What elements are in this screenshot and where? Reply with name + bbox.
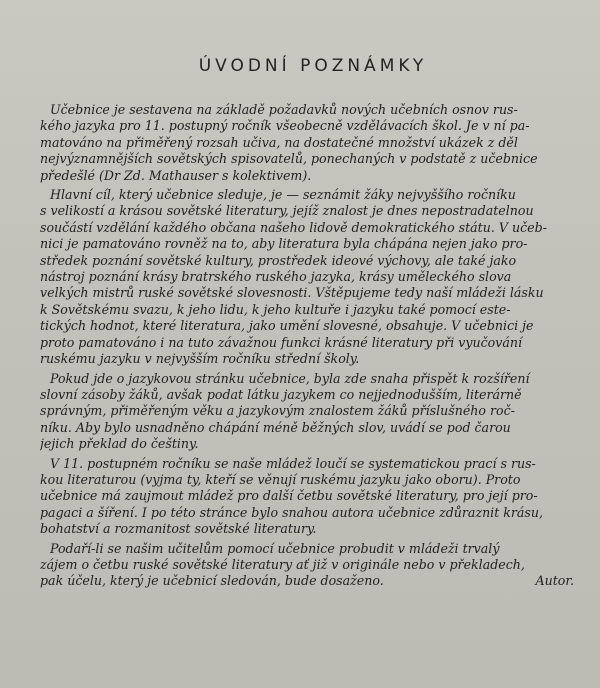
- text-line: proto pamatováno i na tuto závažnou funkci krásné literatury při vyučování: [40, 334, 523, 350]
- page-title: ÚVODNÍ POZNÁMKY: [198, 56, 428, 76]
- text-line: slovní zásoby žáků, avšak podat látku jazykem co nejjednodušším, literárně: [40, 386, 522, 402]
- text-line: tických hodnot, které literatura, jako umění slovesné, obsahuje. V učebnici je: [40, 318, 534, 334]
- text-line: ruskému jazyku v nejvyšším ročníku střední školy.: [40, 351, 360, 367]
- text-line: kou literaturou (vyjma ty, kteří se věnují ruskému jazyku jako oboru). Proto: [40, 471, 521, 487]
- text-line: bohatství a rozmanitost sovětské literatury.: [40, 521, 317, 537]
- text-line: nici je pamatováno rovněž na to, aby literatura byla chápána nejen jako pro-: [40, 236, 528, 252]
- text-line: kého jazyka pro 11. postupný ročník všeobecně vzdělávacích škol. Je v ní pa-: [40, 118, 530, 134]
- text-line: pagaci a šíření. I po této stránce bylo snahou autora učebnice zdůraznit krásu,: [40, 504, 544, 520]
- text-line: k Sovětskému svazu, k jeho lidu, k jeho kultuře i jazyku také pomocí este-: [40, 301, 511, 317]
- text-line: správným, přiměřeným věku a jazykovým znalostem žáků příslušného roč-: [40, 403, 515, 419]
- text-line: nástroj poznání krásy bratrského ruského jazyka, krásy uměleckého slova: [40, 269, 512, 285]
- text-line: Pokud jde o jazykovou stránku učebnice, byla zde snaha přispět k rozšíření: [50, 370, 530, 386]
- text-line: středek poznání sovětské kultury, prostředek ideové výchovy, ale také jako: [40, 252, 517, 268]
- text-line: Hlavní cíl, který učebnice sleduje, je — seznámit žáky nejvyššího ročníku: [50, 187, 516, 203]
- paragraph-2: [40, 187, 578, 367]
- text-line: Podaří-li se našim učitelům pomocí učebnice probudit v mládeži trvalý: [50, 540, 500, 556]
- author-signature: Autor.: [535, 573, 574, 589]
- text-line: velkých mistrů ruské sovětské slovesnosti. Vštěpujeme tedy naší mládeži lásku: [40, 285, 544, 301]
- paragraph-4: [40, 456, 578, 538]
- body-text: [40, 102, 578, 590]
- text-line: s velikostí a krásou sovětské literatury, jejíž znalost je dnes nepostradatelnou: [40, 203, 534, 219]
- text-line: nejvýznamnějších sovětských spisovatelů, ponechaných v podstatě z učebnice: [40, 151, 538, 167]
- text-line: součástí vzdělání každého občana našeho lidově demokratického státu. V učeb-: [40, 219, 547, 235]
- text-line: níku. Aby bylo usnadněno chápání méně běžných slov, uvádí se pod čarou: [40, 419, 511, 435]
- text-line: předešlé (Dr Zd. Mathauser s kolektivem).: [40, 167, 312, 183]
- text-line: učebnice má zaujmout mládež pro další četbu sovětské literatury, pro její pro-: [40, 488, 538, 504]
- text-line: Učebnice je sestavena na základě požadavků nových učebních osnov rus-: [50, 102, 518, 117]
- text-line: zájem o četbu ruské sovětské literatury ať již v originále nebo v překladech,: [40, 556, 525, 572]
- paragraph-5: [40, 541, 578, 590]
- text-line: V 11. postupném ročníku se naše mládež loučí se systematickou prací s rus-: [50, 455, 536, 471]
- text-line: pak účelu, který je učebnicí sledován, bude dosaženo.: [40, 573, 384, 589]
- paragraph-1: [40, 102, 578, 184]
- paragraph-3: [40, 371, 578, 453]
- text-line: matováno na přiměřený rozsah učiva, na dostatečné množství ukázek z děl: [40, 134, 518, 150]
- closing-line: [40, 573, 578, 589]
- text-line: jejich překlad do češtiny.: [40, 436, 199, 452]
